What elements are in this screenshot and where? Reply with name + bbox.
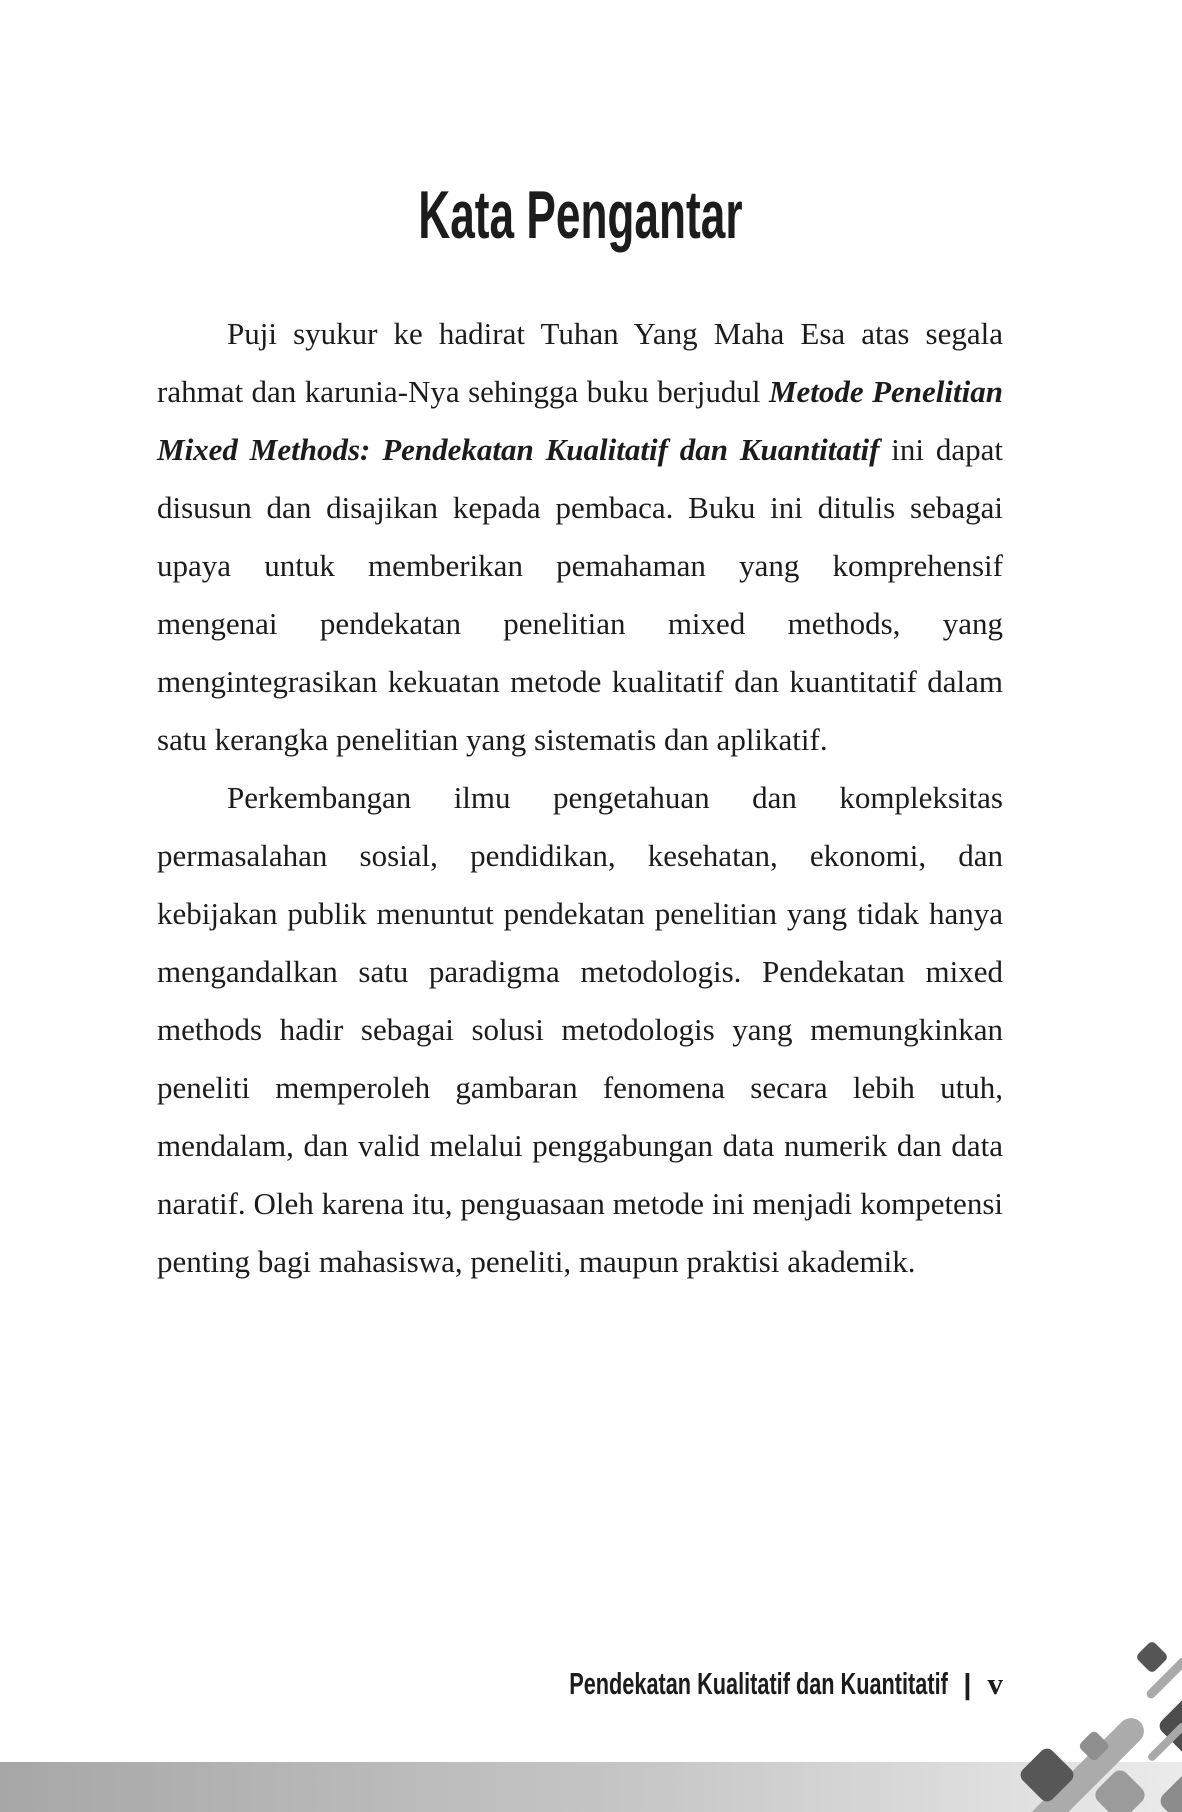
paragraph <box>157 769 1003 1291</box>
page-title-text: Kata Pengantar <box>417 177 743 253</box>
paragraph-text: Puji syukur ke hadirat Tuhan Yang Maha Esa atas segala rahmat dan karunia-Nya sehingga buku berjudul <box>157 315 1003 409</box>
page-title <box>157 178 1003 253</box>
running-title: Pendekatan Kualitatif dan Kuantitatif <box>568 1666 948 1701</box>
page-number: v <box>987 1666 1003 1701</box>
book-title-emphasis: Metode Penelitian Mixed Methods: Pendekatan Kualitatif dan Kuantitatif <box>157 373 1003 467</box>
corner-diamond-decoration <box>952 1572 1182 1812</box>
footer-separator: | <box>963 1669 972 1701</box>
body-text <box>157 305 1003 1291</box>
deco-diamond-small-dark <box>1135 1640 1169 1674</box>
deco-diamond-corner <box>1157 1770 1182 1812</box>
paragraph-text: Perkembangan ilmu pengetahuan dan kompleksitas permasalahan sosial, pendidikan, kesehatan, ekonomi, dan kebijakan publik menuntut pendekatan penelitian yang tidak hanya mengandalkan satu paradigma metodologis. Pendekatan mixed methods hadir sebagai solusi metodologis yang memungkinkan peneliti memperoleh gambaran fenomena secara lebih utuh, mendalam, dan valid melalui penggabungan data numerik dan data naratif. Oleh karena itu, penguasaan metode ini menjadi kompetensi penting bagi mahasiswa, peneliti, maupun praktisi akademik. <box>157 779 1003 1279</box>
text-column <box>157 0 1003 1291</box>
paragraph <box>157 305 1003 769</box>
page-footer <box>407 1666 1003 1702</box>
paragraph-text: ini dapat disusun dan disajikan kepada pembaca. Buku ini ditulis sebagai upaya untuk memberikan pemahaman yang komprehensif mengenai pendekatan penelitian mixed methods, yang mengintegrasikan kekuatan metode kualitatif dan kuantitatif dalam satu kerangka penelitian yang sistematis dan aplikatif. <box>157 431 1004 757</box>
